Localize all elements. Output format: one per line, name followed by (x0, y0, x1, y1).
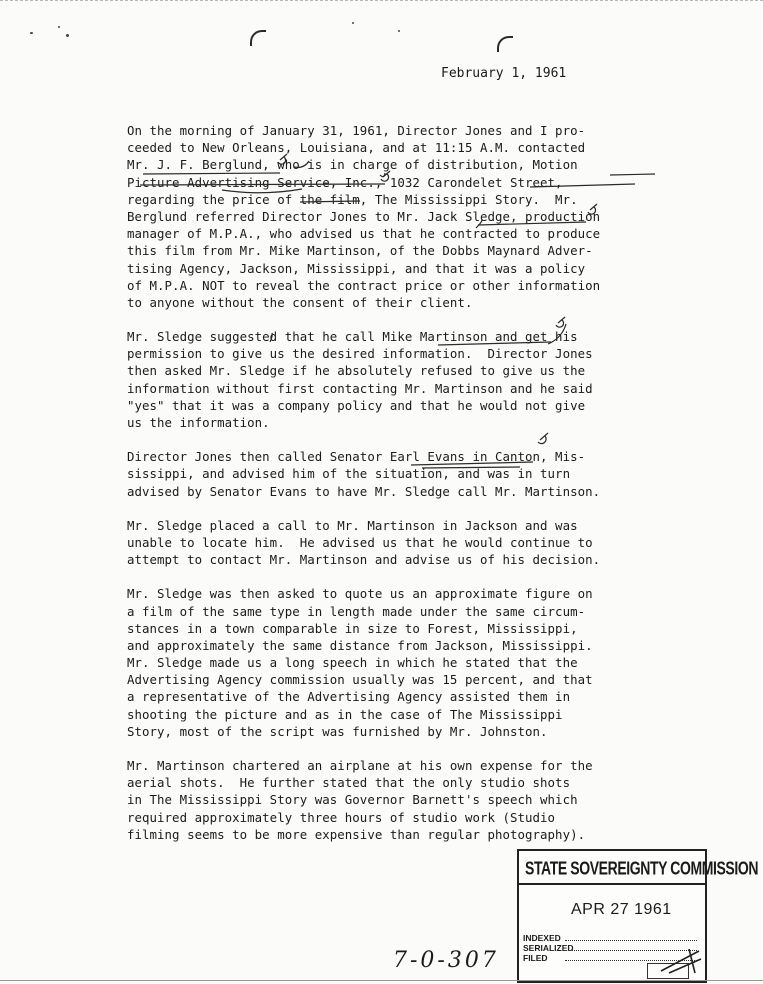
text-line: "yes" that it was a company policy and that he would not give (127, 397, 586, 413)
text-line: ceeded to New Orleans, Louisiana, and at 11:15 A.M. contacted (127, 140, 586, 156)
text-line: Picture Advertising Service, Inc., 1032 Carondelet Street, (127, 174, 563, 190)
stamp-title: STATE SOVEREIGNTY COMMISSION (525, 857, 759, 879)
text-line: Advertising Agency commission usually was 15 percent, and that (127, 672, 593, 688)
received-stamp (517, 849, 759, 983)
text-line: advised by Senator Evans to have Mr. Sledge call Mr. Martinson. (127, 483, 601, 499)
letter-date: February 1, 1961 (441, 66, 567, 81)
handwritten-file-number: 7-0-307 (393, 948, 499, 973)
underline-situation (422, 467, 520, 468)
check-mark (556, 317, 565, 327)
underline-jack-sledge (478, 222, 586, 225)
underline-berglund (143, 173, 280, 174)
text-line: Director Jones then called Senator Earl Evans in Canton, Mis- (127, 449, 586, 465)
stamp-row-leader (565, 940, 697, 941)
stamp-row-indexed (523, 933, 701, 943)
text-line: filming seems to be more expensive than regular photography). (127, 826, 586, 842)
stamp-row-label: FILED (523, 953, 548, 963)
text-line: Mr. Sledge was then asked to quote us an approximate figure on (127, 586, 593, 602)
underline-advertising-service (140, 184, 385, 185)
stamp-row-label: SERIALIZED (523, 943, 574, 953)
text-line: in The Mississippi Story was Governor Barnett's speech which (127, 792, 578, 808)
text-line: information without first contacting Mr. Martinson and he said (127, 380, 593, 396)
text-line: and approximately the same distance from Jackson, Mississippi. (127, 637, 593, 653)
text-line: of M.P.A. NOT to reveal the contract price or other information (127, 277, 601, 293)
text-line: a film of the same type in length made under the same circum- (127, 603, 586, 619)
stamp-date: APR 27 1961 (571, 901, 672, 918)
text-line: Mr. Sledge placed a call to Mr. Martinson in Jackson and was (127, 517, 578, 533)
underline-motion (610, 174, 655, 175)
text-line: aerial shots. He further stated that the only studio shots (127, 775, 571, 791)
stamp-rule (519, 883, 705, 885)
text-line: this film from Mr. Mike Martinson, of the Dobbs Maynard Adver- (127, 243, 593, 259)
text-line: us the information. (127, 415, 270, 430)
stamp-row-label: INDEXED (523, 933, 561, 943)
text-line: unable to locate him. He advised us that he would continue to (127, 534, 593, 550)
text-line: tising Agency, Jackson, Mississippi, and that it was a policy (127, 260, 586, 276)
scan-bottom-edge (0, 980, 763, 981)
text-line: Mr. Sledge suggested that he call Mike Martinson and get his (127, 329, 578, 345)
text-line: Mr. Sledge made us a long speech in which he stated that the (127, 655, 578, 671)
check-mark (278, 154, 287, 164)
text-line: Mr. J. F. Berglund, who is in charge of distribution, Motion (127, 157, 578, 173)
text-line: attempt to contact Mr. Martinson and advise us of his decision. (127, 552, 601, 568)
check-mark (538, 433, 548, 444)
underline-earl-evans (411, 462, 533, 465)
text-line: required approximately three hours of studio work (Studio (127, 809, 556, 825)
text-line: regarding the price of the film, The Mississippi Story. Mr. (127, 191, 578, 207)
text-line: sissippi, and advised him of the situation, and was in turn (127, 466, 571, 482)
text-line: manager of M.P.A., who advised us that he contracted to produce (127, 226, 601, 242)
text-line: a representative of the Advertising Agency assisted them in (127, 689, 571, 705)
text-line: Berglund referred Director Jones to Mr. Jack Sledge, production (127, 208, 601, 224)
text-line: shooting the picture and as in the case of The Mississippi (127, 706, 563, 722)
text-line: Mr. Martinson chartered an airplane at his own expense for the (127, 758, 593, 773)
text-line: to anyone without the consent of their client. (127, 294, 473, 310)
text-line: stances in a town comparable in size to Forest, Mississippi, (127, 620, 578, 636)
underline-mike-martinson (438, 342, 551, 345)
text-line: Story, most of the script was furnished by Mr. Johnston. (127, 723, 548, 739)
text-line: then asked Mr. Sledge if he absolutely refused to give us the (127, 363, 586, 379)
text-line: permission to give us the desired information. Director Jones (127, 346, 593, 362)
check-mark (588, 204, 597, 214)
stamp-scribble (659, 947, 703, 977)
text-line: On the morning of January 31, 1961, Director Jones and I pro- (127, 123, 586, 138)
